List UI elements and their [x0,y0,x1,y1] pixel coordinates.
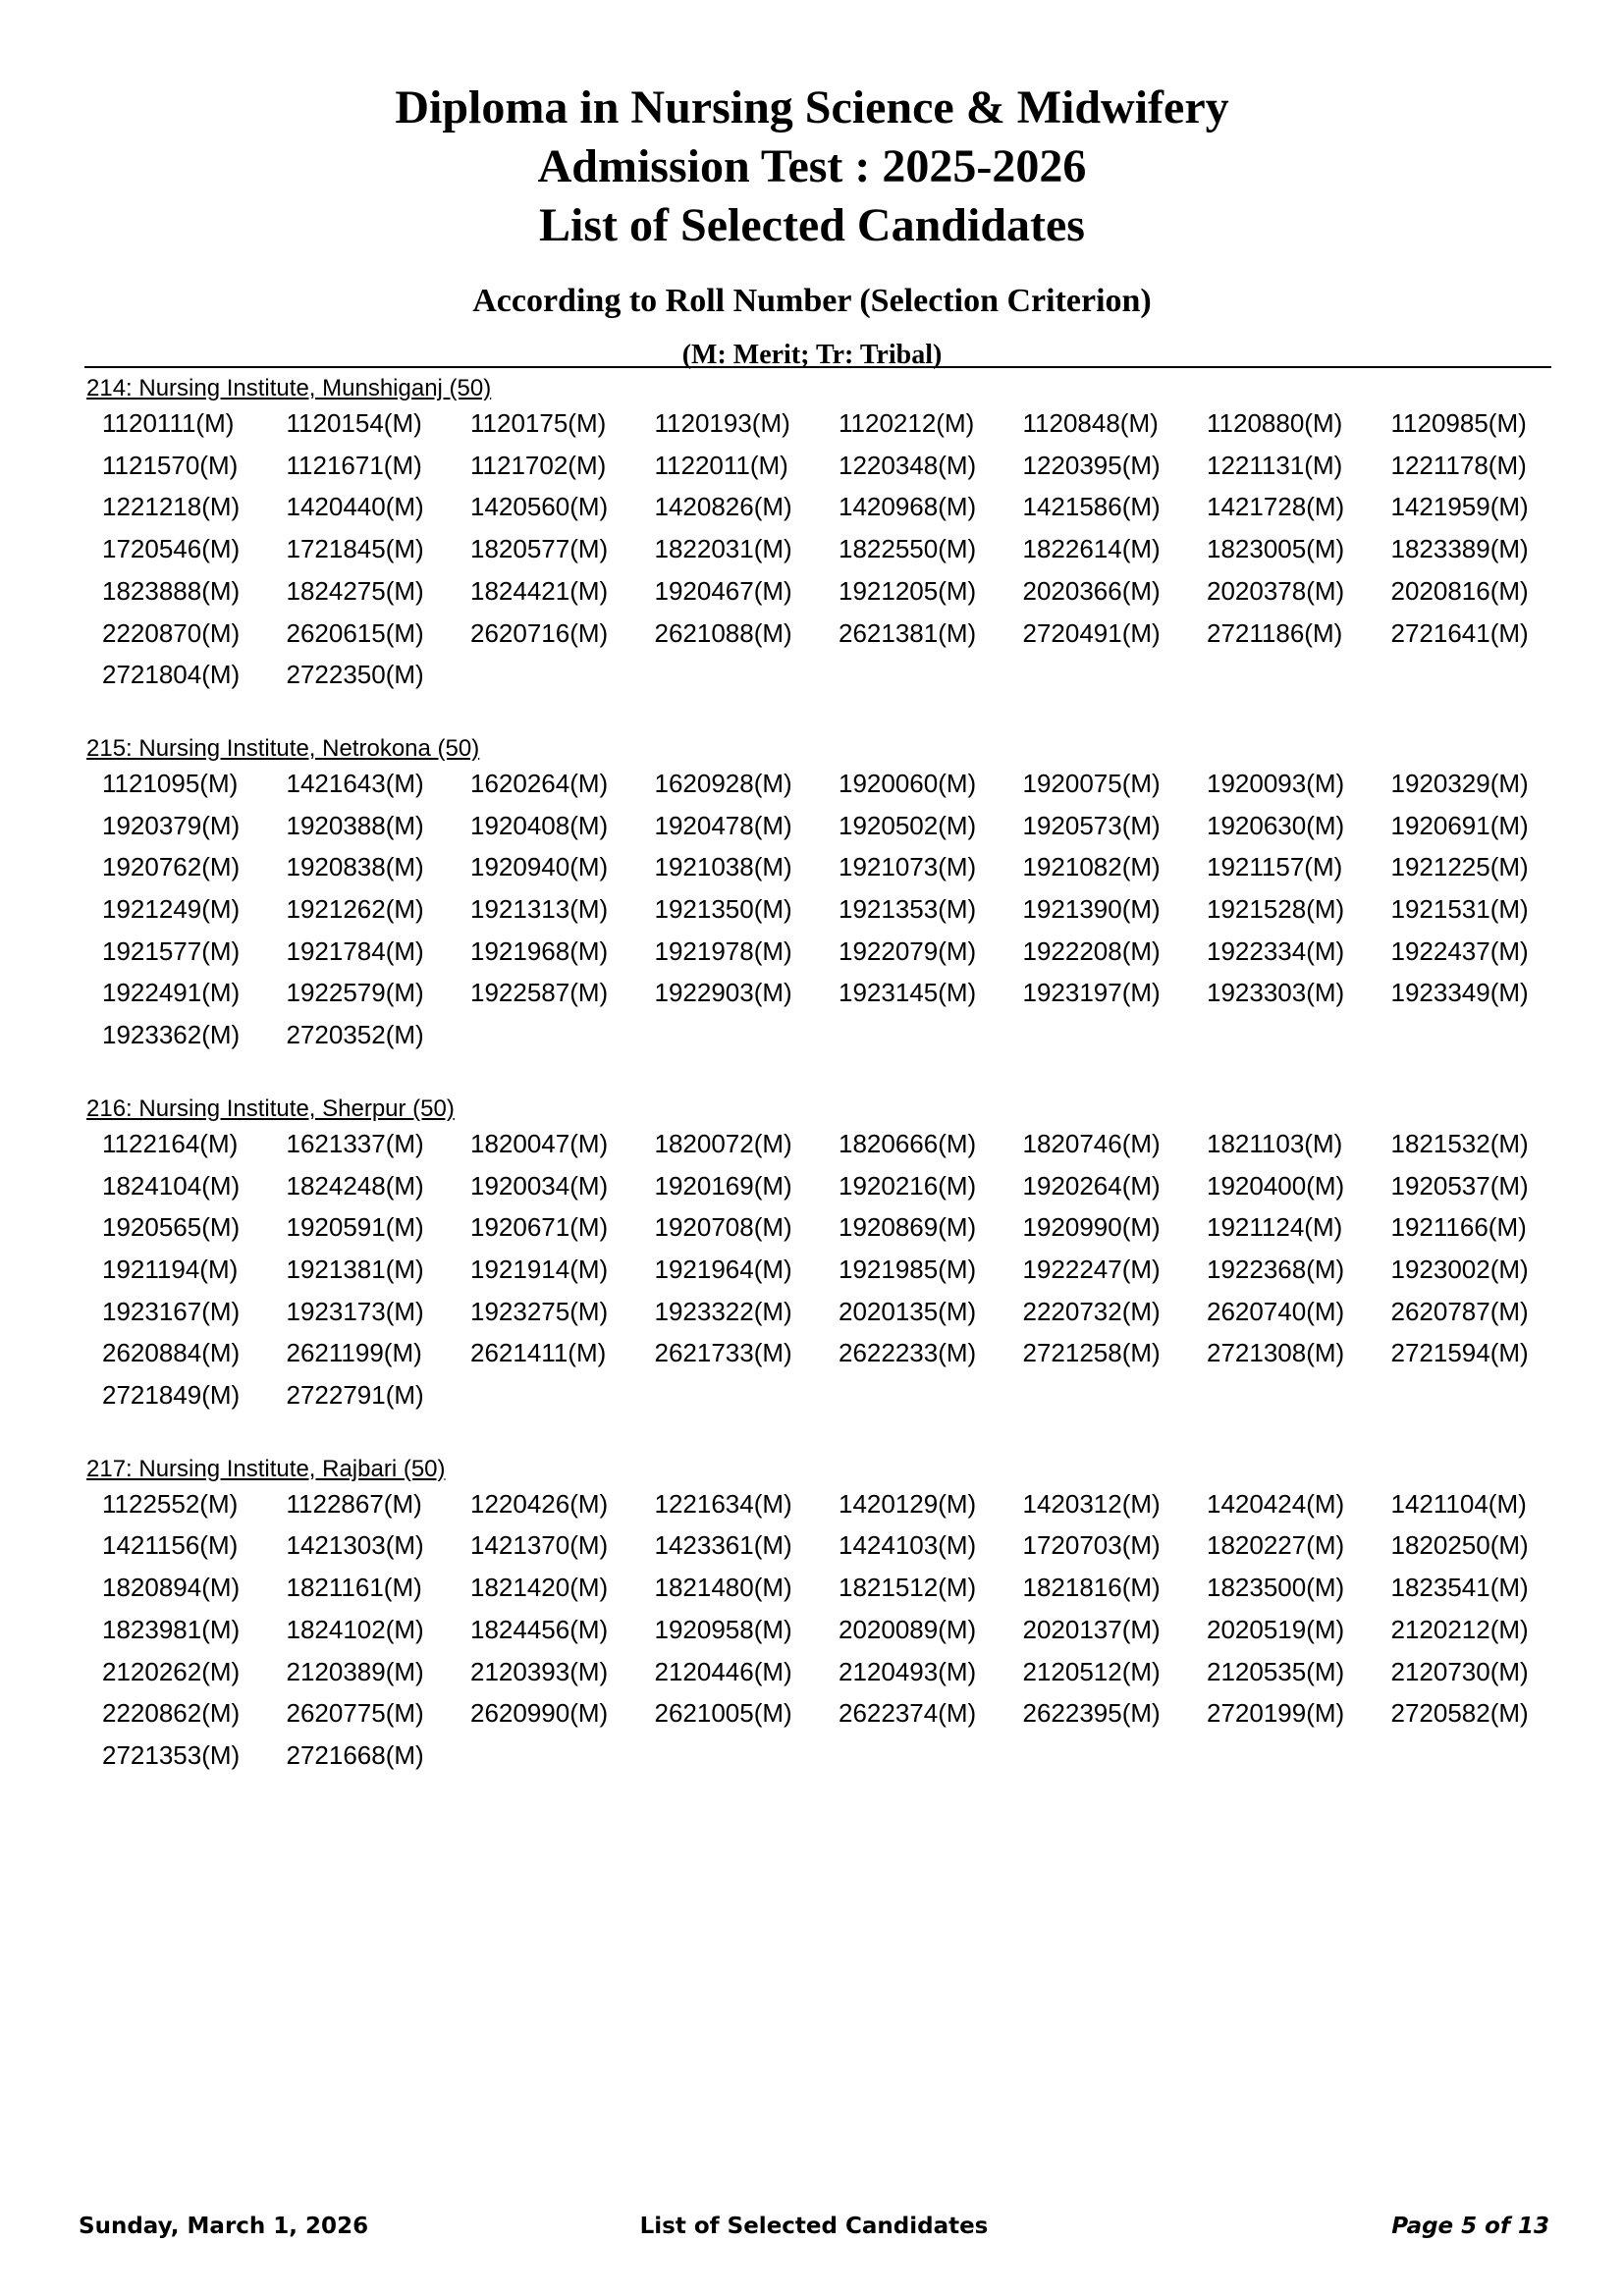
roll-number: 1920075(M) [1022,768,1161,798]
roll-number: 1121570(M) [102,450,239,480]
roll-number: 1420424(M) [1207,1488,1345,1519]
roll-number: 2621005(M) [654,1698,792,1729]
roll-number: 1921166(M) [1390,1212,1527,1243]
roll-number: 1823389(M) [1390,534,1529,564]
roll-number: 1921249(M) [102,894,241,925]
roll-number: 1824275(M) [286,575,424,606]
roll-number: 1922247(M) [1022,1254,1161,1284]
roll-number: 2120493(M) [839,1656,977,1686]
footer-date: Sunday, March 1, 2026 [79,2214,369,2239]
roll-number: 2722791(M) [286,1380,424,1411]
roll-number: 1921784(M) [286,935,424,966]
roll-number: 1820577(M) [470,534,609,564]
roll-number-grid [102,1123,1559,1416]
roll-number: 1920762(M) [102,852,241,882]
roll-number: 1920379(M) [102,810,241,840]
roll-number: 1920671(M) [470,1212,609,1243]
candidate-list [86,375,1559,1816]
roll-number: 1923173(M) [286,1296,424,1326]
roll-number: 1922368(M) [1207,1254,1345,1284]
roll-number: 2721308(M) [1207,1338,1345,1368]
roll-number-grid [102,402,1559,696]
roll-number: 1421643(M) [286,768,424,798]
roll-number: 1221218(M) [102,492,241,522]
roll-number: 1921353(M) [839,894,977,925]
institute-section [86,1095,1559,1416]
roll-number: 1921038(M) [654,852,792,882]
roll-number: 1424103(M) [839,1530,977,1561]
header-divider [84,366,1551,368]
institute-section [86,1456,1559,1777]
roll-number: 1920940(M) [470,852,609,882]
roll-number: 1420826(M) [654,492,792,522]
roll-number: 2620787(M) [1390,1296,1529,1326]
roll-number: 1923145(M) [839,978,977,1008]
roll-number: 1420440(M) [286,492,424,522]
roll-number: 1824456(M) [470,1614,609,1644]
institute-section-title: 215: Nursing Institute, Netrokona (50) [86,734,480,762]
roll-number: 1221131(M) [1207,450,1343,480]
roll-number: 2620615(M) [286,617,424,648]
roll-number: 1824248(M) [286,1170,424,1201]
roll-number: 1120154(M) [286,408,422,438]
roll-number: 1923197(M) [1022,978,1161,1008]
roll-number: 1920169(M) [654,1170,792,1201]
roll-number: 2721258(M) [1022,1338,1161,1368]
roll-number: 1920502(M) [839,810,977,840]
roll-number: 1920838(M) [286,852,424,882]
roll-number: 2621411(M) [470,1338,607,1368]
roll-number: 1820746(M) [1022,1128,1161,1158]
roll-number: 1921528(M) [1207,894,1345,925]
roll-number: 2720199(M) [1207,1698,1345,1729]
roll-number: 2220870(M) [102,617,241,648]
roll-number: 1421586(M) [1022,492,1161,522]
roll-number: 1423361(M) [654,1530,792,1561]
roll-number: 1920573(M) [1022,810,1161,840]
roll-number: 1823500(M) [1207,1573,1345,1603]
roll-number: 1921914(M) [470,1254,609,1284]
roll-number: 1720703(M) [1022,1530,1161,1561]
roll-number: 1920708(M) [654,1212,792,1243]
roll-number: 1620264(M) [470,768,609,798]
roll-number: 1821103(M) [1207,1128,1343,1158]
roll-number: 1920869(M) [839,1212,977,1243]
document-title-line-3: List of Selected Candidates [539,199,1085,251]
roll-number: 1420129(M) [839,1488,977,1519]
roll-number: 1921577(M) [102,935,241,966]
roll-number: 1120175(M) [470,408,607,438]
page-footer [79,2214,1549,2249]
roll-number: 1921968(M) [470,935,609,966]
roll-number: 1920388(M) [286,810,424,840]
roll-number: 1921531(M) [1390,894,1529,925]
roll-number: 1920034(M) [470,1170,609,1201]
roll-number: 1120880(M) [1207,408,1343,438]
roll-number: 1824421(M) [470,575,609,606]
roll-number: 2622374(M) [839,1698,977,1729]
institute-section-title: 216: Nursing Institute, Sherpur (50) [86,1095,455,1122]
footer-page-number: Page 5 of 13 [1391,2214,1549,2239]
page-header [0,79,1624,373]
roll-number: 1620928(M) [654,768,792,798]
roll-number: 1920691(M) [1390,810,1529,840]
roll-number: 1824104(M) [102,1170,241,1201]
roll-number: 2720582(M) [1390,1698,1529,1729]
roll-number: 1921073(M) [839,852,977,882]
roll-number: 1421104(M) [1390,1488,1527,1519]
roll-number: 1920216(M) [839,1170,977,1201]
roll-number: 1822614(M) [1022,534,1161,564]
roll-number: 1921205(M) [839,575,977,606]
roll-number: 1221178(M) [1390,450,1527,480]
roll-number: 1822550(M) [839,534,977,564]
institute-section [86,735,1559,1056]
roll-number: 1923362(M) [102,1020,241,1050]
roll-number: 1921350(M) [654,894,792,925]
roll-number: 1821420(M) [470,1573,609,1603]
roll-number: 1823888(M) [102,575,241,606]
roll-number: 2721849(M) [102,1380,241,1411]
institute-section-title: 214: Nursing Institute, Munshiganj (50) [86,375,492,401]
roll-number: 1920060(M) [839,768,977,798]
roll-number: 1920467(M) [654,575,792,606]
roll-number: 2120262(M) [102,1656,241,1686]
roll-number: 2622395(M) [1022,1698,1161,1729]
roll-number: 1920093(M) [1207,768,1345,798]
roll-number: 1821532(M) [1390,1128,1529,1158]
roll-number: 1420968(M) [839,492,977,522]
roll-number: 1922208(M) [1022,935,1161,966]
roll-number: 1923303(M) [1207,978,1345,1008]
roll-number: 1921390(M) [1022,894,1161,925]
roll-number: 2720352(M) [286,1020,424,1050]
roll-number: 2621733(M) [654,1338,792,1368]
roll-number: 1121095(M) [102,768,239,798]
roll-number: 1821480(M) [654,1573,792,1603]
roll-number: 1920537(M) [1390,1170,1529,1201]
roll-number: 2020089(M) [839,1614,977,1644]
roll-number: 2120730(M) [1390,1656,1529,1686]
roll-number: 1920990(M) [1022,1212,1161,1243]
roll-number: 1122164(M) [102,1128,239,1158]
roll-number: 1822031(M) [654,534,792,564]
roll-number: 1920408(M) [470,810,609,840]
roll-number: 1920958(M) [654,1614,792,1644]
roll-number: 1121702(M) [470,450,607,480]
roll-number: 2120393(M) [470,1656,609,1686]
roll-number: 1820227(M) [1207,1530,1345,1561]
roll-number: 2621199(M) [286,1338,422,1368]
roll-number: 2721641(M) [1390,617,1529,648]
roll-number: 1420312(M) [1022,1488,1161,1519]
roll-number: 2620716(M) [470,617,609,648]
roll-number: 2622233(M) [839,1338,977,1368]
document-title-line-1: Diploma in Nursing Science & Midwifery [395,81,1229,133]
roll-number: 2620740(M) [1207,1296,1345,1326]
roll-number: 2120446(M) [654,1656,792,1686]
roll-number: 1121671(M) [286,450,422,480]
roll-number: 1120985(M) [1390,408,1527,438]
roll-number: 1821161(M) [286,1573,422,1603]
roll-number: 1721845(M) [286,534,424,564]
roll-number: 2120212(M) [1390,1614,1529,1644]
roll-number: 1921313(M) [470,894,609,925]
roll-number: 1421303(M) [286,1530,424,1561]
roll-number: 1920591(M) [286,1212,424,1243]
roll-number: 1920329(M) [1390,768,1529,798]
roll-number: 1820047(M) [470,1128,609,1158]
roll-number: 1922579(M) [286,978,424,1008]
roll-number: 2621381(M) [839,617,977,648]
roll-number: 2620884(M) [102,1338,241,1368]
roll-number: 2721804(M) [102,660,241,690]
roll-number: 1921381(M) [286,1254,424,1284]
roll-number: 1921124(M) [1207,1212,1343,1243]
roll-number: 1220348(M) [839,450,977,480]
roll-number: 2720491(M) [1022,617,1161,648]
roll-number: 1120212(M) [839,408,975,438]
roll-number: 1921194(M) [102,1254,239,1284]
roll-number: 1922437(M) [1390,935,1529,966]
roll-number: 2721594(M) [1390,1338,1529,1368]
roll-number: 1824102(M) [286,1614,424,1644]
roll-number: 2220862(M) [102,1698,241,1729]
roll-number: 1921262(M) [286,894,424,925]
roll-number: 1920630(M) [1207,810,1345,840]
roll-number: 1921964(M) [654,1254,792,1284]
roll-number: 1122552(M) [102,1488,239,1519]
roll-number: 1923167(M) [102,1296,241,1326]
roll-number: 1920478(M) [654,810,792,840]
roll-number: 1120193(M) [654,408,790,438]
roll-number-grid [102,1483,1559,1777]
roll-number: 1921082(M) [1022,852,1161,882]
roll-number: 2620990(M) [470,1698,609,1729]
institute-section [86,375,1559,696]
category-legend: (M: Merit; Tr: Tribal) [681,340,943,370]
roll-number: 1420560(M) [470,492,609,522]
roll-number: 1820666(M) [839,1128,977,1158]
roll-number: 1921985(M) [839,1254,977,1284]
roll-number: 1921225(M) [1390,852,1529,882]
roll-number: 2020816(M) [1390,575,1529,606]
roll-number: 1122867(M) [286,1488,422,1519]
roll-number: 2621088(M) [654,617,792,648]
roll-number: 1122011(M) [654,450,788,480]
roll-number: 2120535(M) [1207,1656,1345,1686]
roll-number: 1120111(M) [102,408,235,438]
roll-number: 1921157(M) [1207,852,1343,882]
roll-number: 1820250(M) [1390,1530,1529,1561]
footer-document-name: List of Selected Candidates [639,2214,989,2239]
roll-number: 1922079(M) [839,935,977,966]
roll-number: 1923275(M) [470,1296,609,1326]
roll-number: 1821816(M) [1022,1573,1161,1603]
roll-number: 1221634(M) [654,1488,792,1519]
roll-number: 2020366(M) [1022,575,1161,606]
roll-number: 2721668(M) [286,1739,424,1770]
institute-section-title: 217: Nursing Institute, Rajbari (50) [86,1455,446,1482]
roll-number: 1920400(M) [1207,1170,1345,1201]
roll-number: 2220732(M) [1022,1296,1161,1326]
selection-criterion-subtitle: According to Roll Number (Selection Criterion) [472,283,1152,319]
roll-number: 1823981(M) [102,1614,241,1644]
roll-number: 2120512(M) [1022,1656,1161,1686]
roll-number: 1921978(M) [654,935,792,966]
roll-number: 1820894(M) [102,1573,241,1603]
roll-number: 1823541(M) [1390,1573,1529,1603]
roll-number: 1920264(M) [1022,1170,1161,1201]
roll-number: 1923322(M) [654,1296,792,1326]
roll-number: 1421728(M) [1207,492,1345,522]
roll-number: 2020378(M) [1207,575,1345,606]
roll-number: 1120848(M) [1022,408,1159,438]
roll-number: 1220395(M) [1022,450,1161,480]
roll-number: 2721353(M) [102,1739,241,1770]
roll-number: 1220426(M) [470,1488,609,1519]
roll-number: 1621337(M) [286,1128,424,1158]
roll-number: 1923349(M) [1390,978,1529,1008]
roll-number: 2020135(M) [839,1296,977,1326]
roll-number: 1421370(M) [470,1530,609,1561]
roll-number: 2020137(M) [1022,1614,1161,1644]
roll-number: 1421959(M) [1390,492,1529,522]
roll-number: 1922903(M) [654,978,792,1008]
roll-number: 1920565(M) [102,1212,241,1243]
roll-number: 1823005(M) [1207,534,1345,564]
roll-number: 2020519(M) [1207,1614,1345,1644]
roll-number: 1922334(M) [1207,935,1345,966]
roll-number: 2722350(M) [286,660,424,690]
roll-number: 1922491(M) [102,978,241,1008]
roll-number: 2120389(M) [286,1656,424,1686]
roll-number: 1923002(M) [1390,1254,1529,1284]
roll-number: 1421156(M) [102,1530,239,1561]
roll-number-grid [102,763,1559,1056]
roll-number: 1720546(M) [102,534,241,564]
document-title-line-2: Admission Test : 2025-2026 [537,140,1087,192]
roll-number: 1821512(M) [839,1573,977,1603]
roll-number: 2620775(M) [286,1698,424,1729]
roll-number: 1820072(M) [654,1128,792,1158]
roll-number: 2721186(M) [1207,617,1343,648]
roll-number: 1922587(M) [470,978,609,1008]
